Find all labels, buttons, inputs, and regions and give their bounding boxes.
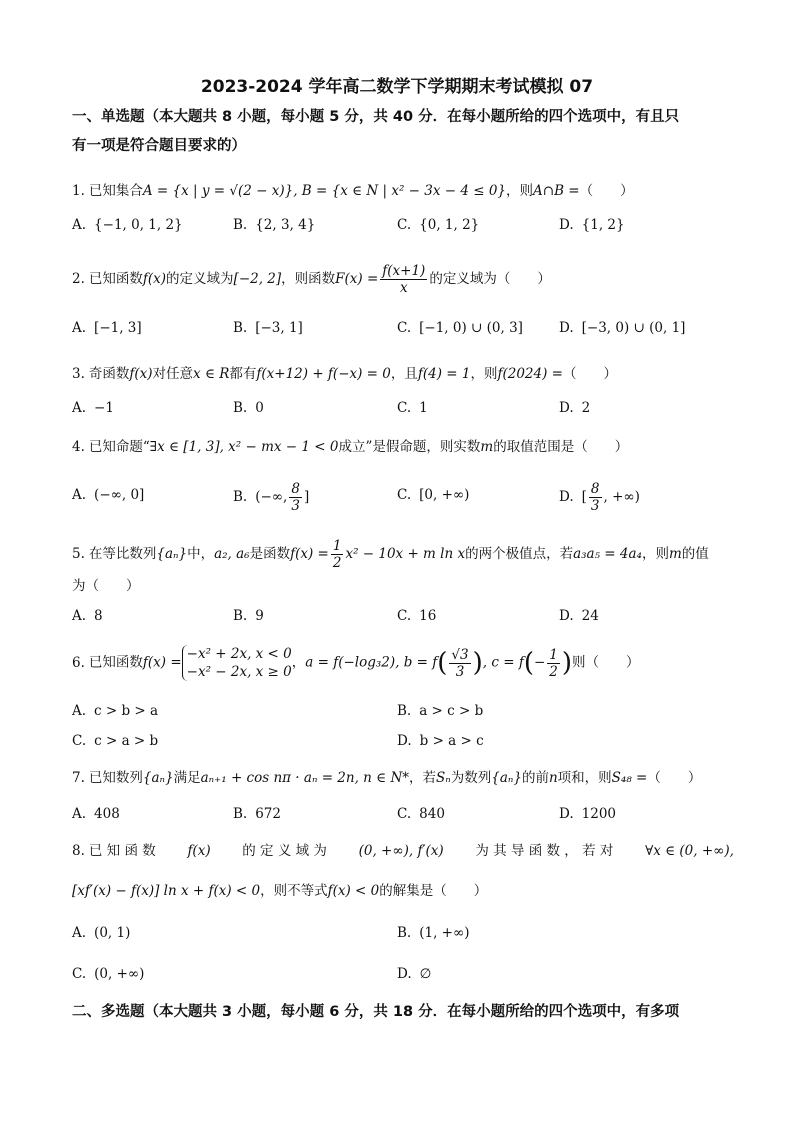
option-d[interactable]: D. ∅ [397, 966, 432, 982]
question-text: 都有 [229, 366, 257, 382]
question-text: ，若 [409, 770, 437, 786]
option-a[interactable]: A. 408 [72, 806, 120, 822]
math-expression: aₙ₊₁ + cos nπ · aₙ = 2n, n ∈ N* [200, 770, 410, 786]
question-text: 则（ ） [572, 654, 640, 671]
question-number: 8. [72, 843, 85, 859]
question-text: 已知函数 [88, 654, 143, 671]
question-7 [72, 768, 734, 788]
question-text: 已知集合 [88, 183, 143, 199]
math-expression: a₂, a₆ [214, 546, 250, 562]
question-3-options [72, 400, 734, 424]
question-6-options-row-1 [72, 703, 734, 727]
section-heading-line-1: 一、单选题（本大题共 8 小题，每小题 5 分，共 40 分．在每小题所给的四个选项中，有且只 [72, 109, 680, 125]
question-5-continued: 为（ ） [72, 578, 140, 594]
fraction: $\frac{1}{2}$ [332, 538, 342, 571]
math-expression: a₃a₅ = 4a₄ [573, 546, 642, 562]
math-expression: f(x) [129, 366, 153, 382]
question-text: 中， [187, 546, 215, 562]
math-expression: x² − 10x + m ln x [345, 546, 466, 562]
math-expression: [xf′(x) − f(x)] ln x + f(x) < 0 [72, 883, 261, 899]
fraction: $\frac{f(x+1)}{x}$ [382, 263, 426, 296]
math-expression: f(2024) = [497, 366, 563, 382]
question-text: 奇函数 [88, 366, 130, 382]
question-text: 的解集是（ ） [379, 883, 488, 899]
option-c[interactable]: C. [−1, 0) ∪ (0, 3] [397, 320, 523, 336]
option-b[interactable]: B. 672 [233, 806, 281, 822]
option-b[interactable]: B. 0 [233, 400, 264, 416]
fraction: $\frac{1}{2}$ [549, 646, 558, 680]
math-expression: f(x) < 0 [327, 883, 380, 899]
question-text: 为 其 导 函 数 ， 若 对 [475, 843, 614, 859]
question-number: 5. [72, 546, 85, 562]
section-heading-line-1: 二、多选题（本大题共 3 小题，每小题 6 分，共 18 分．在每小题所给的四个选项中，有多项 [72, 1004, 680, 1020]
question-number: 3. [72, 366, 85, 382]
math-expression: ∃x ∈ [1, 3], x² − mx − 1 < 0 [149, 439, 339, 455]
question-text: 满足 [173, 770, 201, 786]
question-4-options [72, 481, 734, 515]
question-8-continued [72, 881, 734, 901]
question-number: 2. [72, 271, 85, 287]
math-expression: f(x+12) + f(−x) = 0 [256, 366, 391, 382]
answer-blank: （ ） [647, 770, 702, 786]
option-d[interactable]: D. b > a > c [397, 733, 484, 749]
option-b[interactable]: B. a > c > b [397, 703, 484, 719]
piecewise-definition: −x² + 2x, x < 0 −x² − 2x, x ≥ 0 [182, 645, 292, 681]
question-8-options-row-1 [72, 925, 734, 949]
question-5-options [72, 608, 734, 632]
option-d[interactable]: D. [ $\frac{8}{3}$ , +∞) [559, 481, 640, 514]
option-b[interactable]: B. (−∞, $\frac{8}{3}$ ] [233, 481, 310, 514]
option-c[interactable]: C. 1 [397, 400, 428, 416]
question-number: 4. [72, 439, 85, 455]
option-a[interactable]: A. (−∞, 0] [72, 487, 145, 503]
question-6: 6. 已知函数f(x) = −x² + 2x, x < 0 −x² − 2x, x ≥ 0 ，a = f(−log₃2), b = f( $\frac{√3}{3}$ ), c = f(− $\frac{1}{2}$ )则（ ） [72, 646, 640, 680]
page-title: 2023-2024 学年高二数学下学期期末考试模拟 07 [200, 77, 594, 97]
fraction: $\frac{√3}{3}$ [451, 646, 469, 680]
question-text: 的值 [681, 546, 709, 562]
question-3 [72, 364, 734, 384]
math-expression: Sₙ [436, 770, 451, 786]
question-2-options [72, 320, 734, 344]
question-text: 的前 [521, 770, 549, 786]
question-number: 7. [72, 770, 85, 786]
question-text: 的 定 义 域 为 [242, 843, 327, 859]
option-d[interactable]: D. {1, 2} [559, 217, 625, 233]
question-text: 已知数列 [88, 770, 143, 786]
answer-blank: （ ） [579, 183, 634, 199]
option-b[interactable]: B. [−3, 1] [233, 320, 303, 336]
question-text: 项和，则 [557, 770, 612, 786]
math-expression: A = {x | y = √(2 − x)}, B = {x ∈ N | x² − 3x − 4 ≤ 0} [142, 183, 507, 199]
option-b[interactable]: B. (1, +∞) [397, 925, 470, 941]
math-expression: F(x) = [335, 271, 379, 287]
option-a[interactable]: A. [−1, 3] [72, 320, 142, 336]
option-c[interactable]: C. c > a > b [72, 733, 159, 749]
question-text: ，则不等式 [260, 883, 328, 899]
math-expression: f(4) = 1 [417, 366, 471, 382]
option-b[interactable]: B. 9 [233, 608, 264, 624]
math-expression: (0, +∞), f′(x) [358, 843, 444, 859]
question-text: 已知命题“ [88, 439, 150, 455]
option-a[interactable]: A. 8 [72, 608, 103, 624]
question-text: 成立”是假命题，则实数 [338, 439, 481, 455]
question-text: 的两个极值点，若 [465, 546, 574, 562]
question-text: 为数列 [450, 770, 492, 786]
question-text: 已知函数 [88, 271, 143, 287]
math-expression: ∀x ∈ (0, +∞), [645, 843, 734, 859]
math-expression: A∩B = [533, 183, 580, 199]
question-4 [72, 437, 734, 457]
option-b[interactable]: B. {2, 3, 4} [233, 217, 316, 233]
math-expression: f(x) = [290, 546, 329, 562]
option-a[interactable]: A. (0, 1) [72, 925, 131, 941]
question-8-options-row-2 [72, 966, 734, 990]
option-d[interactable]: D. 2 [559, 400, 591, 416]
option-d[interactable]: D. [−3, 0) ∪ (0, 1] [559, 320, 686, 336]
math-expression: m [480, 439, 494, 455]
math-expression: {aₙ} [156, 546, 188, 562]
option-c[interactable]: C. {0, 1, 2} [397, 217, 480, 233]
question-7-options [72, 806, 734, 830]
option-a[interactable]: A. {−1, 0, 1, 2} [72, 217, 183, 233]
question-text: 的取值范围是（ ） [493, 439, 629, 455]
question-text: 已 知 函 数 [88, 843, 156, 859]
option-c[interactable]: C. (0, +∞) [72, 966, 145, 982]
math-expression: x ∈ R [193, 366, 230, 382]
math-expression: f(x) [187, 843, 211, 859]
question-text: 的定义域为 [166, 271, 234, 287]
math-expression: , c = f [482, 654, 524, 671]
option-d[interactable]: D. 1200 [559, 806, 616, 822]
question-6-options-row-2 [72, 733, 734, 757]
question-1-options [72, 217, 734, 241]
math-expression: f(x) = [142, 654, 182, 671]
question-text: ，则 [641, 546, 669, 562]
option-c[interactable]: C. [0, +∞) [397, 487, 470, 503]
question-text: 的定义域为（ ） [429, 271, 551, 287]
section-multi-choice-heading [72, 998, 734, 1027]
option-c[interactable]: C. 16 [397, 608, 437, 624]
question-8 [72, 841, 734, 861]
question-number: 6. [72, 654, 85, 671]
math-expression: m [668, 546, 682, 562]
math-expression: {aₙ} [142, 770, 174, 786]
option-d[interactable]: D. 24 [559, 608, 599, 624]
math-expression: a = f(−log₃2), b = f [305, 654, 438, 671]
math-expression: f(x) [142, 271, 167, 287]
option-c[interactable]: C. 840 [397, 806, 445, 822]
question-text: 是函数 [249, 546, 291, 562]
math-expression: S₄₈ = [611, 770, 648, 786]
section-heading-line-2: 有一项是符合题目要求的） [72, 138, 246, 154]
question-text: ，则函数 [281, 271, 336, 287]
math-expression: [−2, 2] [233, 271, 282, 287]
section-single-choice-heading [72, 103, 734, 161]
question-text: ，且 [390, 366, 418, 382]
answer-blank: （ ） [562, 366, 617, 382]
question-text: ，则 [470, 366, 498, 382]
question-2 [72, 263, 734, 296]
math-expression: {aₙ} [491, 770, 522, 786]
question-5 [72, 538, 734, 571]
question-number: 1. [72, 183, 85, 199]
question-text: ， [291, 654, 306, 671]
question-text: 在等比数列 [88, 546, 157, 562]
question-1 [72, 181, 734, 201]
question-text: ，则 [506, 183, 534, 199]
question-text: 对任意 [152, 366, 194, 382]
option-a[interactable]: A. −1 [72, 400, 114, 416]
math-expression: n [548, 770, 558, 786]
option-a[interactable]: A. c > b > a [72, 703, 159, 719]
